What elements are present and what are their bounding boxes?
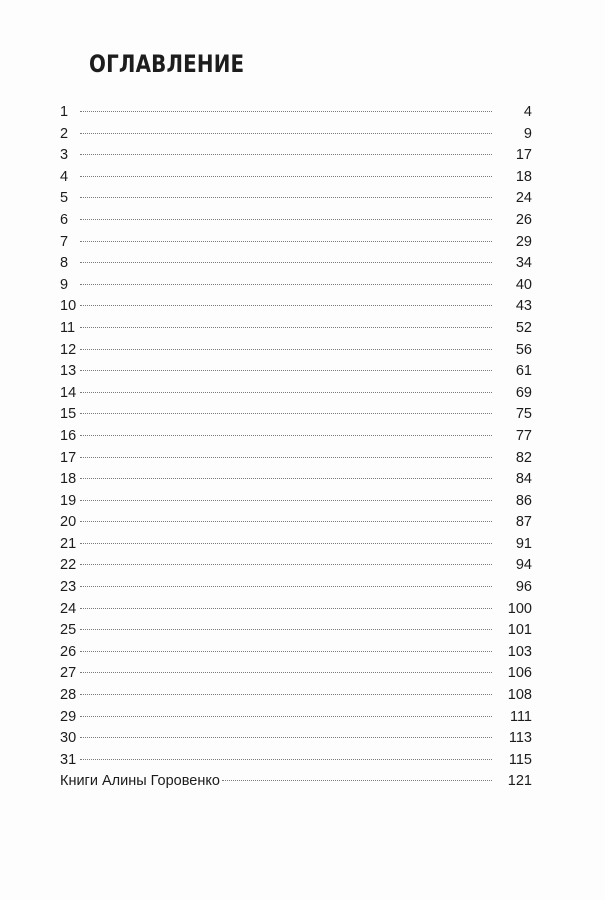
toc-entry bbox=[60, 361, 532, 383]
toc-entry bbox=[60, 275, 532, 297]
toc-entry-label: 25 bbox=[60, 622, 77, 639]
toc-entry bbox=[60, 296, 532, 318]
toc-entry-page-number: 115 bbox=[508, 751, 532, 768]
toc-entry-page-number: 91 bbox=[515, 535, 532, 552]
toc-entry-page-number: 86 bbox=[515, 492, 532, 509]
toc-entry bbox=[60, 232, 532, 254]
toc-entry bbox=[60, 167, 532, 189]
toc-entry-label: 28 bbox=[60, 687, 77, 704]
dot-leader bbox=[80, 262, 492, 263]
toc-entry-page-number: 100 bbox=[507, 600, 532, 617]
toc-entry bbox=[60, 124, 532, 146]
toc-entry-label: 21 bbox=[60, 535, 77, 552]
toc-entry-label: 13 bbox=[60, 363, 77, 380]
toc-entry-page-number: 4 bbox=[523, 104, 532, 120]
dot-leader bbox=[80, 370, 492, 371]
toc-entry-page-number: 77 bbox=[515, 427, 532, 444]
toc-entry bbox=[60, 512, 532, 534]
dot-leader bbox=[80, 284, 492, 285]
toc-entry bbox=[60, 685, 532, 707]
toc-entry-page-number: 103 bbox=[507, 643, 532, 660]
page-title: ОГЛАВЛЕНИЕ bbox=[89, 50, 245, 78]
toc-entry-page-number: 40 bbox=[515, 276, 532, 293]
toc-entry-label: 24 bbox=[60, 600, 77, 617]
toc-entry bbox=[60, 188, 532, 210]
dot-leader bbox=[80, 392, 492, 393]
toc-entry-label: 12 bbox=[60, 341, 77, 358]
dot-leader bbox=[80, 349, 492, 350]
toc-entry-page-number: 94 bbox=[515, 557, 532, 574]
dot-leader bbox=[80, 564, 492, 565]
dot-leader bbox=[80, 759, 492, 760]
toc-entry-label: 19 bbox=[60, 492, 77, 509]
dot-leader bbox=[80, 737, 492, 738]
dot-leader bbox=[80, 457, 492, 458]
toc-entry bbox=[60, 750, 532, 772]
toc-entry-page-number: 96 bbox=[515, 579, 532, 596]
toc-entry-page-number: 43 bbox=[515, 298, 532, 315]
toc-entry-label: 9 bbox=[60, 276, 69, 293]
toc-entry bbox=[60, 534, 532, 556]
toc-entry-label: 6 bbox=[60, 211, 69, 228]
dot-leader bbox=[80, 716, 492, 717]
toc-entry-page-number: 18 bbox=[515, 168, 532, 185]
toc-entry-label: 7 bbox=[60, 233, 69, 250]
toc-entry-page-number: 121 bbox=[507, 773, 532, 790]
toc-entry-label: 23 bbox=[60, 579, 77, 596]
toc-entry-label: 1 bbox=[60, 104, 69, 120]
toc-entry-page-number: 17 bbox=[515, 147, 532, 164]
toc-entry-label: 17 bbox=[60, 449, 77, 466]
toc-entry-page-number: 101 bbox=[507, 622, 532, 639]
dot-leader bbox=[80, 521, 492, 522]
dot-leader bbox=[80, 197, 492, 198]
dot-leader bbox=[80, 651, 492, 652]
toc-entry-label: 2 bbox=[60, 125, 69, 142]
toc-entry bbox=[60, 253, 532, 275]
toc-entry bbox=[60, 620, 532, 642]
dot-leader bbox=[80, 219, 492, 220]
dot-leader bbox=[80, 133, 492, 134]
dot-leader bbox=[80, 478, 492, 479]
toc-entry bbox=[60, 383, 532, 405]
toc-entry bbox=[60, 145, 532, 167]
toc-entry-label: 5 bbox=[60, 190, 69, 207]
dot-leader bbox=[80, 435, 492, 436]
toc-entry bbox=[60, 318, 532, 340]
toc-entry-label: 18 bbox=[60, 471, 77, 488]
toc-entry-label: 26 bbox=[60, 643, 77, 660]
dot-leader bbox=[222, 780, 492, 781]
toc-entry-page-number: 111 bbox=[509, 708, 532, 725]
dot-leader bbox=[80, 176, 492, 177]
dot-leader bbox=[80, 586, 492, 587]
toc-entry bbox=[60, 728, 532, 750]
toc-entry-label: 4 bbox=[60, 168, 69, 185]
dot-leader bbox=[80, 629, 492, 630]
toc-entry bbox=[60, 555, 532, 577]
toc-entry bbox=[60, 102, 532, 124]
toc-entry-label: Книги Алины Горовенко bbox=[60, 773, 220, 790]
toc-entry-label: 11 bbox=[60, 319, 76, 336]
dot-leader bbox=[80, 111, 492, 112]
toc-entry bbox=[60, 469, 532, 491]
dot-leader bbox=[80, 154, 492, 155]
toc-entry-page-number: 29 bbox=[515, 233, 532, 250]
dot-leader bbox=[80, 543, 492, 544]
toc-entry-page-number: 106 bbox=[507, 665, 532, 682]
toc-entry-label: 22 bbox=[60, 557, 77, 574]
toc-entry bbox=[60, 426, 532, 448]
toc-entry bbox=[60, 340, 532, 362]
toc-entry-page-number: 87 bbox=[515, 514, 532, 531]
toc-entry-page-number: 61 bbox=[515, 363, 532, 380]
dot-leader bbox=[80, 672, 492, 673]
toc-entry-page-number: 69 bbox=[515, 384, 532, 401]
toc-entry-label: 20 bbox=[60, 514, 77, 531]
dot-leader bbox=[80, 305, 492, 306]
toc-entry-label: 14 bbox=[60, 384, 77, 401]
toc-entry-page-number: 113 bbox=[508, 730, 532, 747]
toc-entry bbox=[60, 448, 532, 470]
toc-entry bbox=[60, 491, 532, 513]
toc-entry-page-number: 24 bbox=[515, 190, 532, 207]
toc-entry bbox=[60, 599, 532, 621]
toc-entry-page-number: 9 bbox=[523, 125, 532, 142]
toc-entry-label: 10 bbox=[60, 298, 77, 315]
toc-entry-label: 29 bbox=[60, 708, 77, 725]
table-of-contents bbox=[60, 102, 532, 793]
toc-entry-page-number: 34 bbox=[515, 255, 532, 272]
toc-entry-page-number: 52 bbox=[515, 319, 532, 336]
toc-entry bbox=[60, 771, 532, 793]
toc-entry-label: 30 bbox=[60, 730, 77, 747]
toc-entry-page-number: 108 bbox=[507, 687, 532, 704]
dot-leader bbox=[80, 413, 492, 414]
toc-entry bbox=[60, 404, 532, 426]
dot-leader bbox=[80, 241, 492, 242]
dot-leader bbox=[80, 694, 492, 695]
dot-leader bbox=[80, 608, 492, 609]
toc-entry-page-number: 75 bbox=[515, 406, 532, 423]
toc-entry-page-number: 84 bbox=[515, 471, 532, 488]
toc-entry-page-number: 82 bbox=[515, 449, 532, 466]
toc-entry-label: 27 bbox=[60, 665, 77, 682]
toc-entry bbox=[60, 642, 532, 664]
toc-entry-label: 15 bbox=[60, 406, 77, 423]
toc-entry-page-number: 26 bbox=[515, 211, 532, 228]
dot-leader bbox=[80, 500, 492, 501]
toc-entry-label: 3 bbox=[60, 147, 69, 164]
toc-entry bbox=[60, 210, 532, 232]
toc-entry bbox=[60, 577, 532, 599]
toc-entry bbox=[60, 663, 532, 685]
dot-leader bbox=[80, 327, 492, 328]
toc-entry-page-number: 56 bbox=[515, 341, 532, 358]
toc-entry-label: 8 bbox=[60, 255, 69, 272]
toc-entry-label: 31 bbox=[60, 751, 77, 768]
toc-entry-label: 16 bbox=[60, 427, 77, 444]
toc-entry bbox=[60, 707, 532, 729]
